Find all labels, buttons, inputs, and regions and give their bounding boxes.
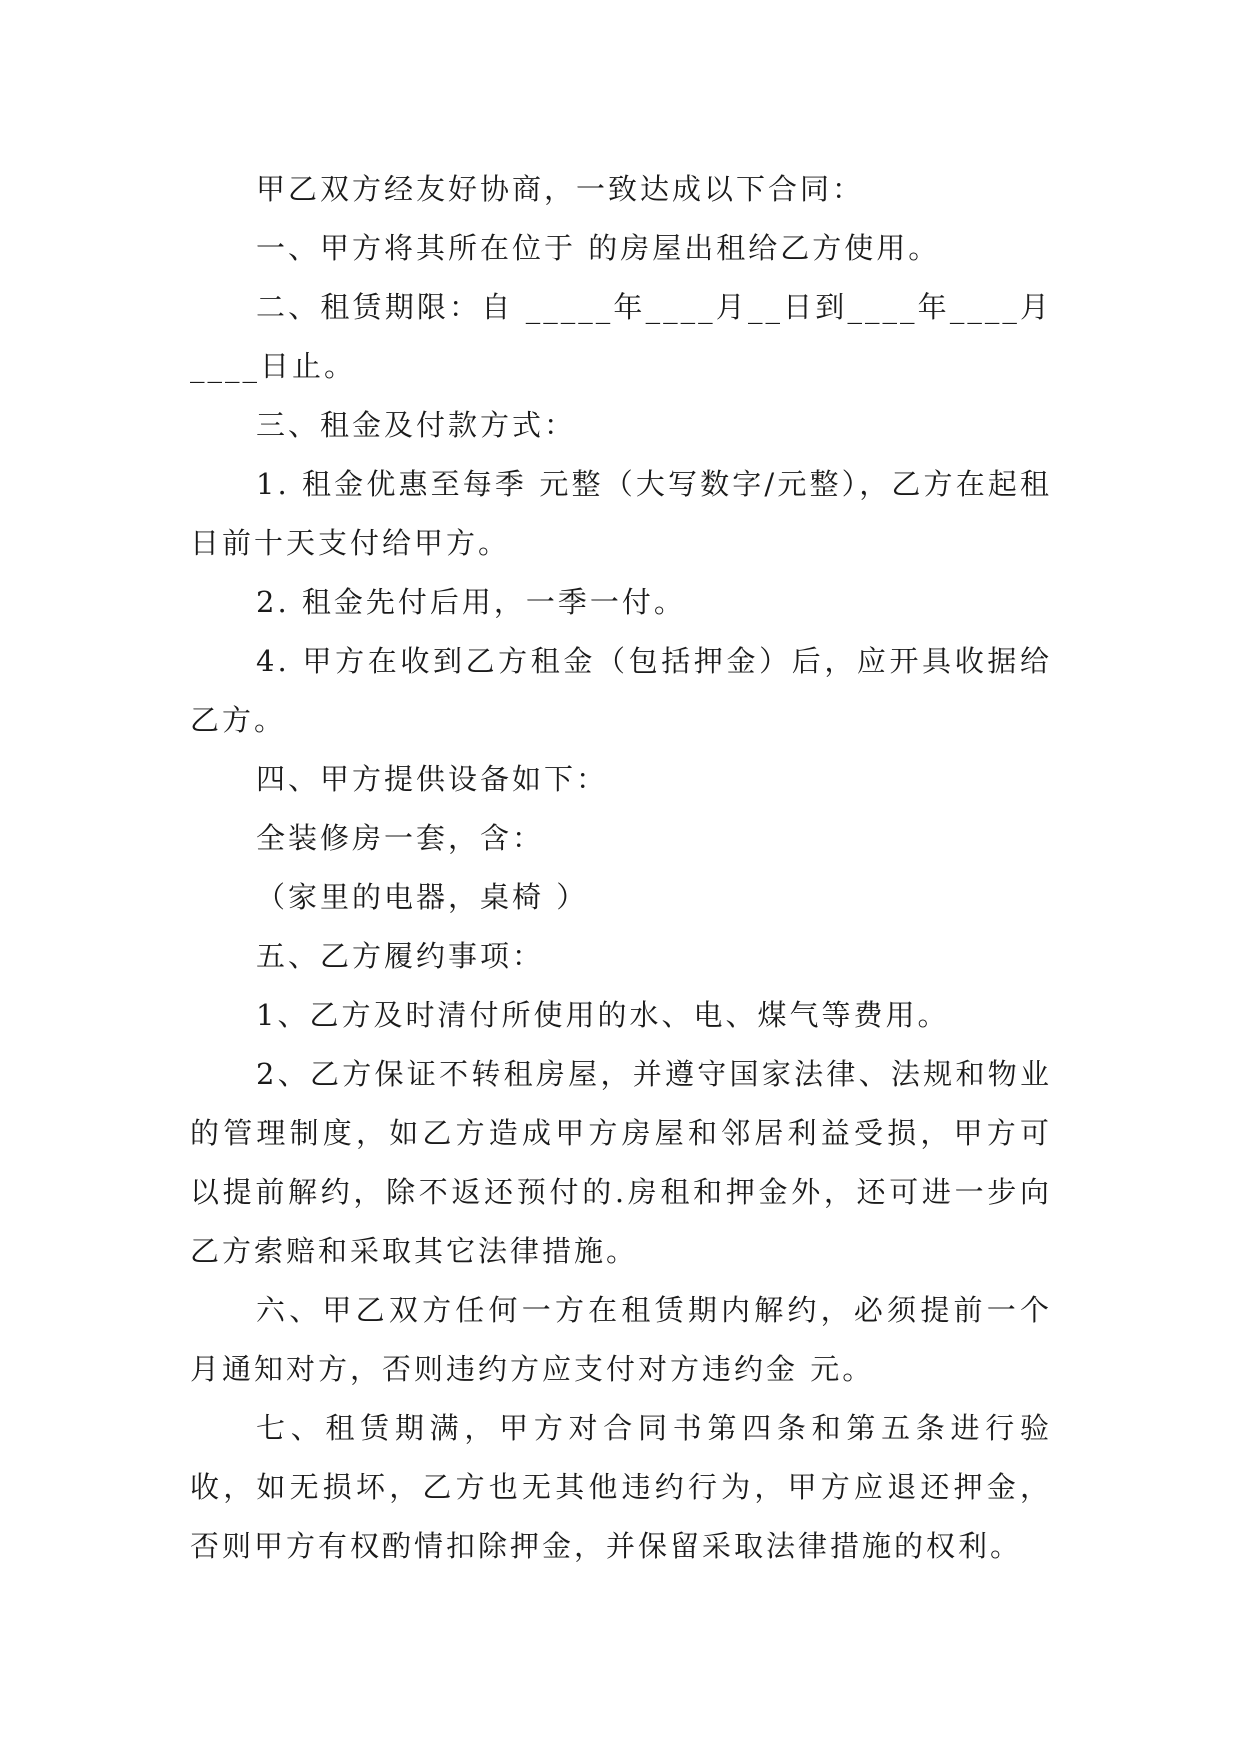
paragraph-clause-3-heading: 三、租金及付款方式： (256, 408, 577, 442)
paragraph-clause-2-term: 二、租赁期限：自 _____年____月__日到____年____月____日止。 (190, 290, 1052, 383)
paragraph-clause-7: 七、租赁期满，甲方对合同书第四条和第五条进行验收，如无损坏，乙方也无其他违约行为，甲方应退还押金，否则甲方有权酌情扣除押金，并保留采取法律措施的权利。 (190, 1411, 1052, 1563)
paragraph-clause-5-item-2: 2、乙方保证不转租房屋，并遵守国家法律、法规和物业的管理制度，如乙方造成甲方房屋和邻居利益受损，甲方可以提前解约，除不返还预付的.房租和押金外，还可进一步向乙方索赔和采取其它法律措施。 (190, 1057, 1052, 1268)
paragraph-clause-3-item-4: 4. 甲方在收到乙方租金（包括押金）后，应开具收据给乙方。 (190, 644, 1052, 737)
paragraph-clause-4-item: 全装修房一套，含： (256, 821, 545, 855)
paragraph-clause-6: 六、甲乙双方任何一方在租赁期内解约，必须提前一个月通知对方，否则违约方应支付对方违约金 元。 (190, 1293, 1052, 1386)
paragraph-clause-5-item-1: 1、乙方及时清付所使用的水、电、煤气等费用。 (256, 998, 950, 1032)
paragraph-clause-3-item-2: 2. 租金先付后用，一季一付。 (256, 585, 686, 619)
paragraph-intro: 甲乙双方经友好协商，一致达成以下合同： (256, 172, 865, 206)
paragraph-clause-3-item-1: 1. 租金优惠至每季 元整（大写数字/元整），乙方在起租日前十天支付给甲方。 (190, 467, 1052, 560)
paragraph-clause-4-heading: 四、甲方提供设备如下： (256, 762, 609, 796)
document-body (190, 160, 1052, 1576)
paragraph-clause-4-items-list: （家里的电器，桌椅 ） (256, 880, 589, 914)
paragraph-clause-1: 一、甲方将其所在位于 的房屋出租给乙方使用。 (256, 231, 941, 265)
paragraph-clause-5-heading: 五、乙方履约事项： (256, 939, 545, 973)
